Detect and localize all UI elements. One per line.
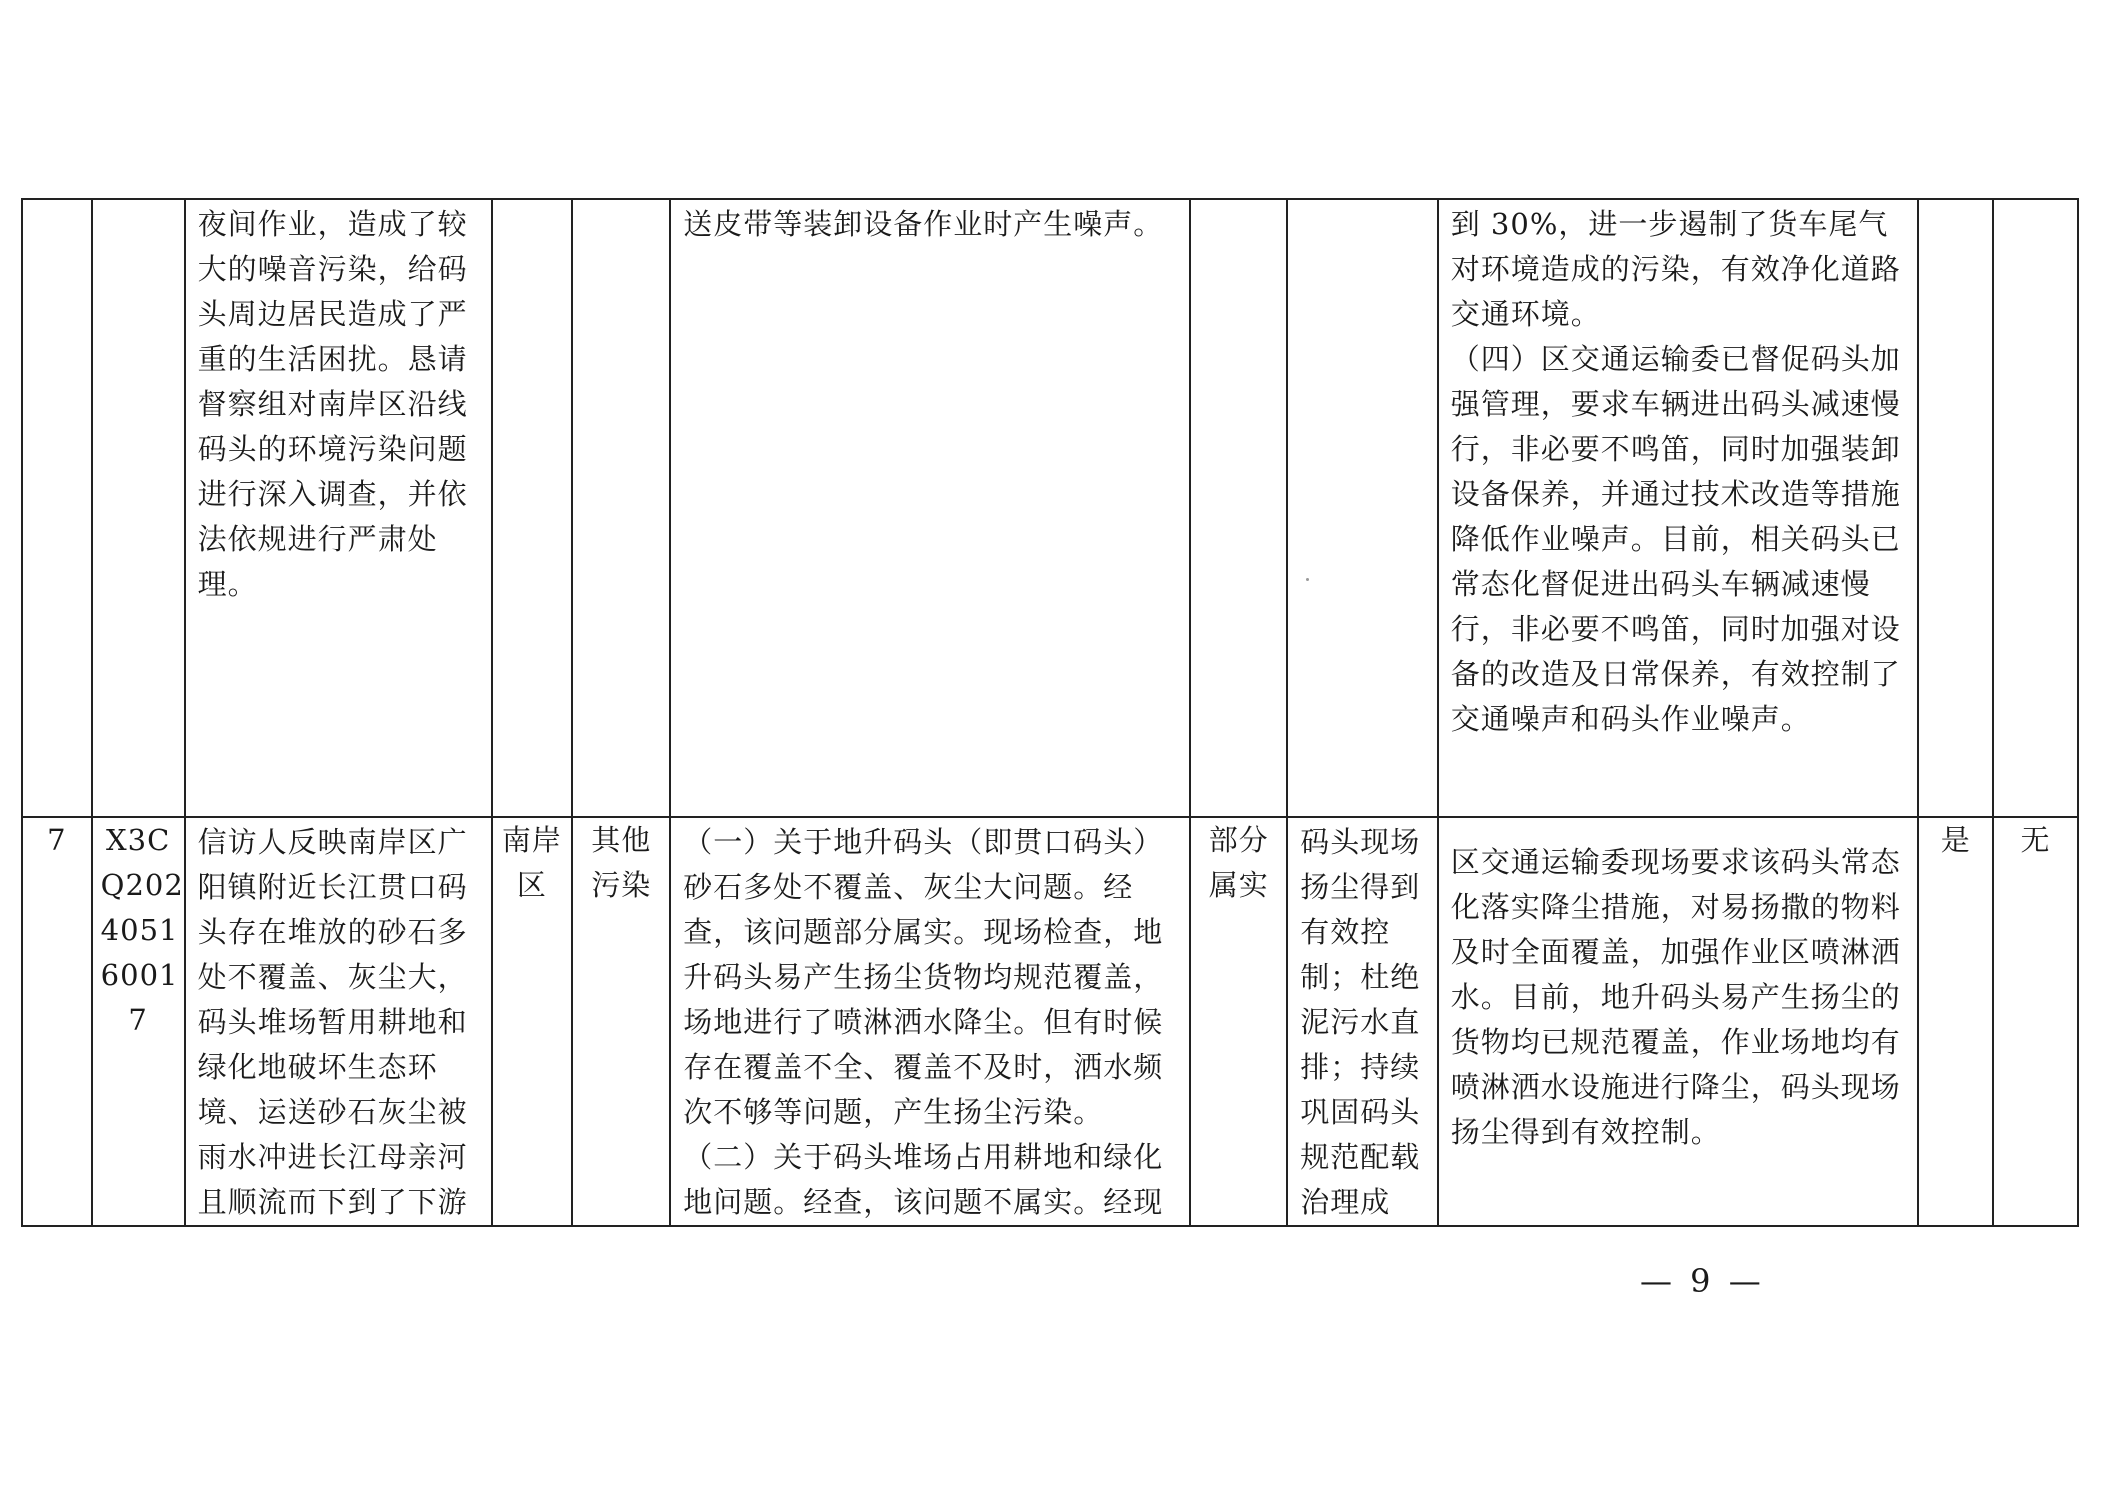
cell-complaint: 夜间作业，造成了较大的噪音污染，给码头周边居民造成了严重的生活困扰。恳请督察组对南岸区沿线码头的环境污染问题进行深入调查，并依法依规进行严肃处理。 — [185, 199, 492, 817]
district-line: 南岸 — [501, 823, 562, 857]
cell-goal: 码头现场扬尘得到有效控制；杜绝泥污水直排；持续巩固码头规范配载治理成 — [1287, 817, 1437, 1226]
cell-accountability — [1993, 199, 2078, 817]
cell-investigation — [670, 817, 1190, 1226]
code-line: 4051 — [100, 913, 179, 947]
table-row — [22, 817, 2078, 1226]
verdict-line: 部分 — [1208, 823, 1269, 857]
cell-code — [92, 199, 185, 817]
page-number: — 9 — — [1640, 1262, 1765, 1300]
cell-district — [492, 817, 573, 1226]
rectification-paragraph: 到 30%，进一步遏制了货车尾气对环境造成的污染，有效净化道路交通环境。 — [1450, 207, 1901, 331]
cell-type — [572, 199, 670, 817]
investigation-paragraph: （二）关于码头堆场占用耕地和绿化地问题。经查，该问题不属实。经现 — [683, 1140, 1164, 1219]
cell-rectification — [1438, 199, 1919, 817]
type-line: 其他 — [591, 823, 652, 857]
cell-complaint: 信访人反映南岸区广阳镇附近长江贯口码头存在堆放的砂石多处不覆盖、灰尘大，码头堆场暂用耕地和绿化地破坏生态环境、运送砂石灰尘被雨水冲进长江母亲河且顺流而下到了下游 — [185, 817, 492, 1226]
code-line: 7 — [128, 1003, 148, 1037]
district-line: 区 — [516, 868, 547, 902]
investigation-paragraph: （一）关于地升码头（即贯口码头）砂石多处不覆盖、灰尘大问题。经查，该问题部分属实。现场检查，地升码头易产生扬尘货物均规范覆盖，场地进行了喷淋洒水降尘。但有时候存在覆盖不全、覆盖不及时，洒水频次不够等问题，产生扬尘污染。 — [683, 825, 1164, 1129]
cell-goal — [1287, 199, 1437, 817]
code-line: Q202 — [100, 868, 184, 902]
cell-investigation: 送皮带等装卸设备作业时产生噪声。 — [670, 199, 1190, 817]
code-line: 6001 — [100, 958, 179, 992]
cell-verdict — [1190, 817, 1287, 1226]
cell-no — [22, 199, 92, 817]
rectification-paragraph: （四）区交通运输委已督促码头加强管理，要求车辆进出码头减速慢行，非必要不鸣笛，同时加强装卸设备保养，并通过技术改造等措施降低作业噪声。目前，相关码头已常态化督促进出码头车辆减速慢行，非必要不鸣笛，同时加强对设备的改造及日常保养，有效控制了交通噪声和码头作业噪声。 — [1450, 342, 1901, 736]
cell-verdict — [1190, 199, 1287, 817]
verdict-line: 属实 — [1208, 868, 1269, 902]
cell-completed: 是 — [1918, 817, 1993, 1226]
complaint-table — [21, 198, 2079, 1227]
code-line: X3C — [105, 823, 171, 857]
cell-no: 7 — [22, 817, 92, 1226]
cell-code — [92, 817, 185, 1226]
type-line: 污染 — [591, 868, 652, 902]
cell-type — [572, 817, 670, 1226]
cell-district — [492, 199, 573, 817]
cell-accountability: 无 — [1993, 817, 2078, 1226]
cell-completed — [1918, 199, 1993, 817]
table-row — [22, 199, 2078, 817]
scan-speck — [1306, 578, 1309, 581]
cell-rectification: 区交通运输委现场要求该码头常态化落实降尘措施，对易扬撒的物料及时全面覆盖，加强作业区喷淋洒水。目前，地升码头易产生扬尘的货物均已规范覆盖，作业场地均有喷淋洒水设施进行降尘，码头现场扬尘得到有效控制。 — [1438, 817, 1919, 1226]
